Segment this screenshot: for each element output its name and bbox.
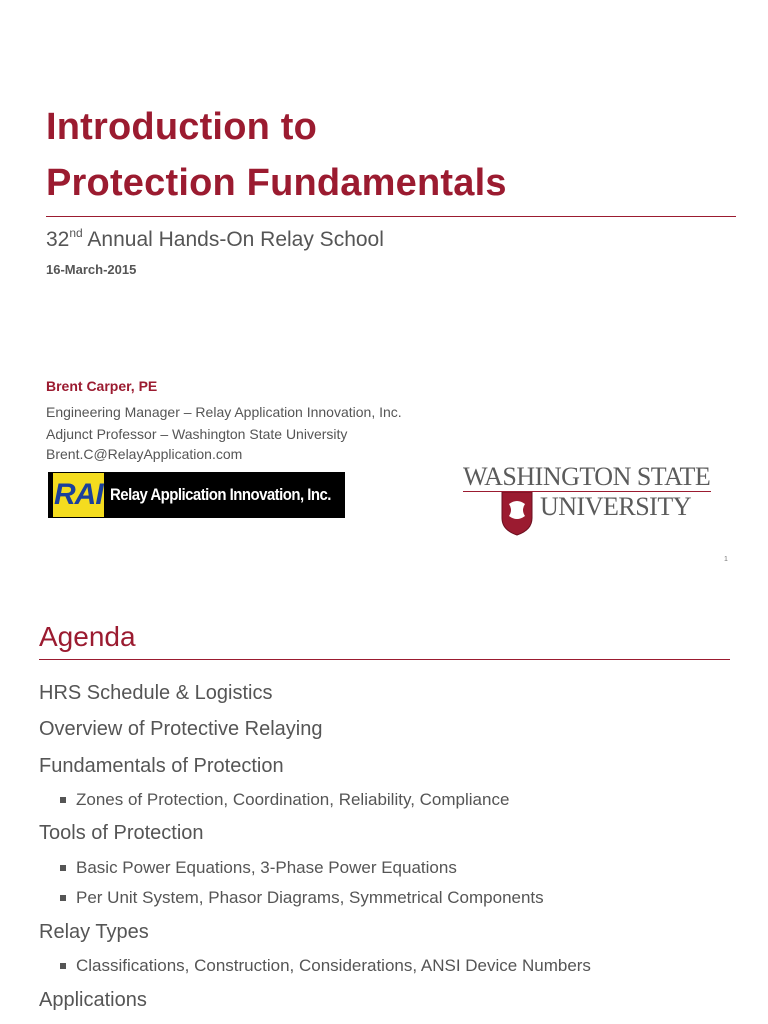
wsu-logo-line-2: UNIVERSITY	[540, 492, 691, 521]
bullet-icon	[60, 865, 66, 871]
slide-title-line-1: Introduction to	[46, 106, 318, 148]
agenda-subitem: Zones of Protection, Coordination, Reliability, Compliance	[60, 790, 509, 810]
agenda-divider	[39, 659, 730, 660]
agenda-item: Applications	[39, 989, 147, 1011]
slide-title-line-2: Protection Fundamentals	[46, 162, 507, 204]
rai-logo-mark: RAI	[53, 473, 104, 517]
author-name: Brent Carper, PE	[46, 378, 158, 394]
bullet-icon	[60, 895, 66, 901]
wsu-logo-rule	[463, 491, 711, 492]
agenda-subitem: Classifications, Construction, Considerations, ANSI Device Numbers	[60, 956, 591, 976]
wsu-logo-line-1: WASHINGTON STATE	[463, 462, 711, 491]
presentation-date: 16-March-2015	[46, 262, 137, 277]
slide-subtitle: 32nd Annual Hands-On Relay School	[46, 226, 384, 251]
agenda-title: Agenda	[39, 621, 136, 652]
title-divider	[46, 216, 736, 217]
agenda-item: HRS Schedule & Logistics	[39, 682, 273, 704]
agenda-subitem: Basic Power Equations, 3-Phase Power Equations	[60, 858, 457, 878]
agenda-item: Fundamentals of Protection	[39, 755, 284, 777]
author-email: Brent.C@RelayApplication.com	[46, 446, 243, 462]
bullet-icon	[60, 797, 66, 803]
agenda-item: Relay Types	[39, 921, 149, 943]
bullet-icon	[60, 963, 66, 969]
agenda-subitem: Per Unit System, Phasor Diagrams, Symmetrical Components	[60, 888, 544, 908]
wsu-shield-icon	[500, 490, 534, 536]
author-title-1: Engineering Manager – Relay Application Innovation, Inc.	[46, 404, 402, 420]
author-title-2: Adjunct Professor – Washington State University	[46, 426, 348, 442]
rai-logo-text: Relay Application Innovation, Inc.	[109, 485, 331, 504]
agenda-item: Overview of Protective Relaying	[39, 718, 323, 740]
rai-logo	[48, 472, 345, 518]
page-number: 1	[724, 556, 728, 563]
agenda-item: Tools of Protection	[39, 822, 204, 844]
